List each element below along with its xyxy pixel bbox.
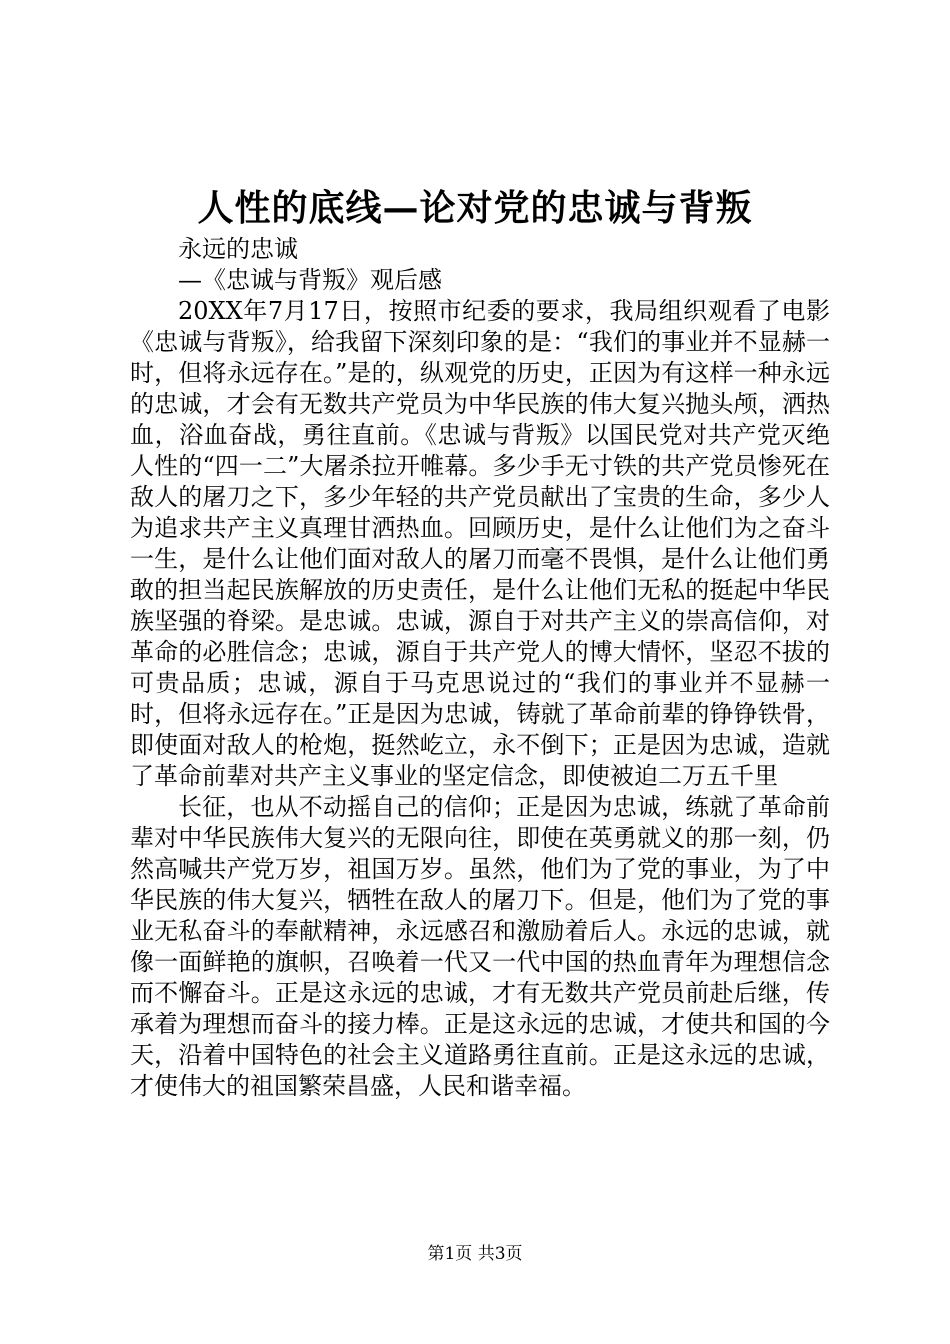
document-title: 人性的底线—论对党的忠诚与背叛 [197, 187, 753, 229]
paragraph: 20XX年7月17日，按照市纪委的要求，我局组织观看了电影《忠诚与背叛》，给我留下深刻印象的是：“我们的事业并不显赫一时，但将永远存在。”是的，纵观党的历史，正因为有这样一种永远的忠诚，才会有无数共产党员为中华民族的伟大复兴抛头颅，洒热血，浴血奋战，勇往直前。《忠诚与背叛》以国民党对共产党灭绝人性的“四一二”大屠杀拉开帷幕。多少手无寸铁的共产党员惨死在敌人的屠刀之下，多少年轻的共产党员献出了宝贵的生命，多少人为追求共产主义真理甘洒热血。回顾历史，是什么让他们为之奋斗一生，是什么让他们面对敌人的屠刀而毫不畏惧，是什么让他们勇敢的担当起民族解放的历史责任，是什么让他们无私的挺起中华民族坚强的脊梁。是忠诚。忠诚，源自于对共产主义的崇高信仰，对革命的必胜信念；忠诚，源自于共产党人的博大情怀，坚忍不拔的可贵品质；忠诚，源自于马克思说过的“我们的事业并不显赫一时，但将永远存在。”正是因为忠诚，铸就了革命前辈的铮铮铁骨，即使面对敌人的枪炮，挺然屹立，永不倒下；正是因为忠诚，造就了革命前辈对共产主义事业的坚定信念，即使被迫二万五千里 [130, 297, 830, 790]
subtitle-line: 永远的忠诚 [178, 235, 298, 263]
byline-line: —《忠诚与背叛》观后感 [178, 266, 442, 294]
document-body [130, 234, 830, 1102]
page-number-footer: 第1页 共3页 [427, 1244, 523, 1264]
paragraph: 长征，也从不动摇自己的信仰；正是因为忠诚，练就了革命前辈对中华民族伟大复兴的无限向往，即使在英勇就义的那一刻，仍然高喊共产党万岁，祖国万岁。虽然，他们为了党的事业，为了中华民族的伟大复兴，牺牲在敌人的屠刀下。但是，他们为了党的事业无私奋斗的奉献精神，永远感召和激励着后人。永远的忠诚，就像一面鲜艳的旗帜，召唤着一代又一代中国的热血青年为理想信念而不懈奋斗。正是这永远的忠诚，才有无数共产党员前赴后继，传承着为理想而奋斗的接力棒。正是这永远的忠诚，才使共和国的今天，沿着中国特色的社会主义道路勇往直前。正是这永远的忠诚，才使伟大的祖国繁荣昌盛，人民和谐幸福。 [130, 793, 830, 1100]
